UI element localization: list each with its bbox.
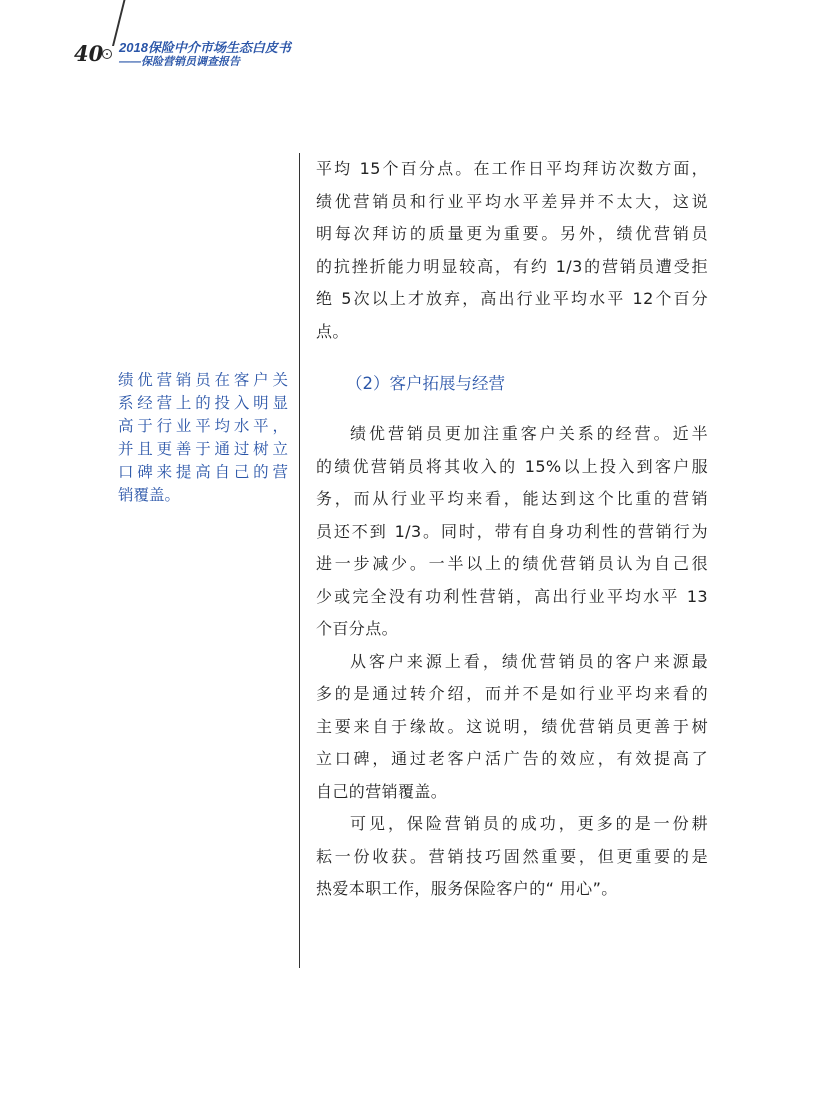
text-line: 立口碑，通过老客户活广告的效应，有效提高了: [316, 749, 708, 768]
circle-ornament-icon: [102, 49, 112, 59]
running-header-subtitle: ——保险营销员调查报告: [119, 56, 240, 68]
text-line: 可见，保险营销员的成功，更多的是一份耕: [350, 814, 708, 833]
sidenote-line: 绩优营销员在客户关: [118, 371, 288, 389]
text-line: 多的是通过转介绍，而并不是如行业平均来看的: [316, 684, 708, 703]
text-line: 自己的营销覆盖。: [316, 781, 448, 801]
paragraph-4: [316, 808, 708, 906]
text-line: 明每次拜访的质量更为重要。另外，绩优营销员: [316, 224, 708, 243]
text-line: 的抗挫折能力明显较高，有约 1/3的营销员遭受拒: [316, 256, 708, 276]
sidenote-line: 销覆盖。: [118, 486, 181, 504]
text-line: 个百分点。: [316, 619, 399, 638]
column-divider: [299, 153, 300, 968]
text-line: 从客户来源上看，绩优营销员的客户来源最: [350, 651, 708, 671]
paragraph-1: [316, 153, 708, 348]
text-line: 进一步减少。一半以上的绩优营销员认为自己很: [316, 554, 708, 573]
main-text-column: [316, 153, 708, 906]
sidenote-line: 系经营上的投入明显: [118, 394, 288, 412]
text-line: 员还不到 1/3。同时，带有自身功利性的营销行为: [316, 521, 708, 541]
text-line: 少或完全没有功利性营销，高出行业平均水平 13: [316, 586, 708, 606]
page-number: 40: [74, 41, 104, 66]
text-line: 主要来自于缘故。这说明，绩优营销员更善于树: [316, 716, 708, 736]
text-line: 的绩优营销员将其收入的 15%以上投入到客户服: [316, 456, 708, 476]
sidenote-line: 高于行业平均水平，: [118, 417, 288, 435]
sidenote-line: 并且更善于通过树立: [118, 440, 288, 458]
text-line: 绩优营销员更加注重客户关系的经营。近半: [350, 424, 708, 443]
running-header-title: 2018保险中介市场生态白皮书: [119, 40, 291, 55]
paragraph-2: [316, 418, 708, 646]
text-line: 热爱本职工作，服务保险客户的“ 用心”。: [316, 879, 618, 898]
sidenote-line: 口碑来提高自己的营: [118, 463, 288, 481]
text-line: 耘一份收获。营销技巧固然重要，但更重要的是: [316, 846, 708, 866]
text-line: 绩优营销员和行业平均水平差异并不太大，这说: [316, 191, 708, 211]
paragraph-3: [316, 646, 708, 809]
sidenote-callout: [118, 369, 288, 507]
text-line: 绝 5次以上才放弃，高出行业平均水平 12个百分: [316, 289, 708, 308]
text-line: 点。: [316, 321, 349, 341]
text-line: 平均 15个百分点。在工作日平均拜访次数方面，: [316, 159, 708, 178]
text-line: 务，而从行业平均来看，能达到这个比重的营销: [316, 489, 708, 508]
section-heading: （2）客户拓展与经营: [346, 374, 505, 393]
